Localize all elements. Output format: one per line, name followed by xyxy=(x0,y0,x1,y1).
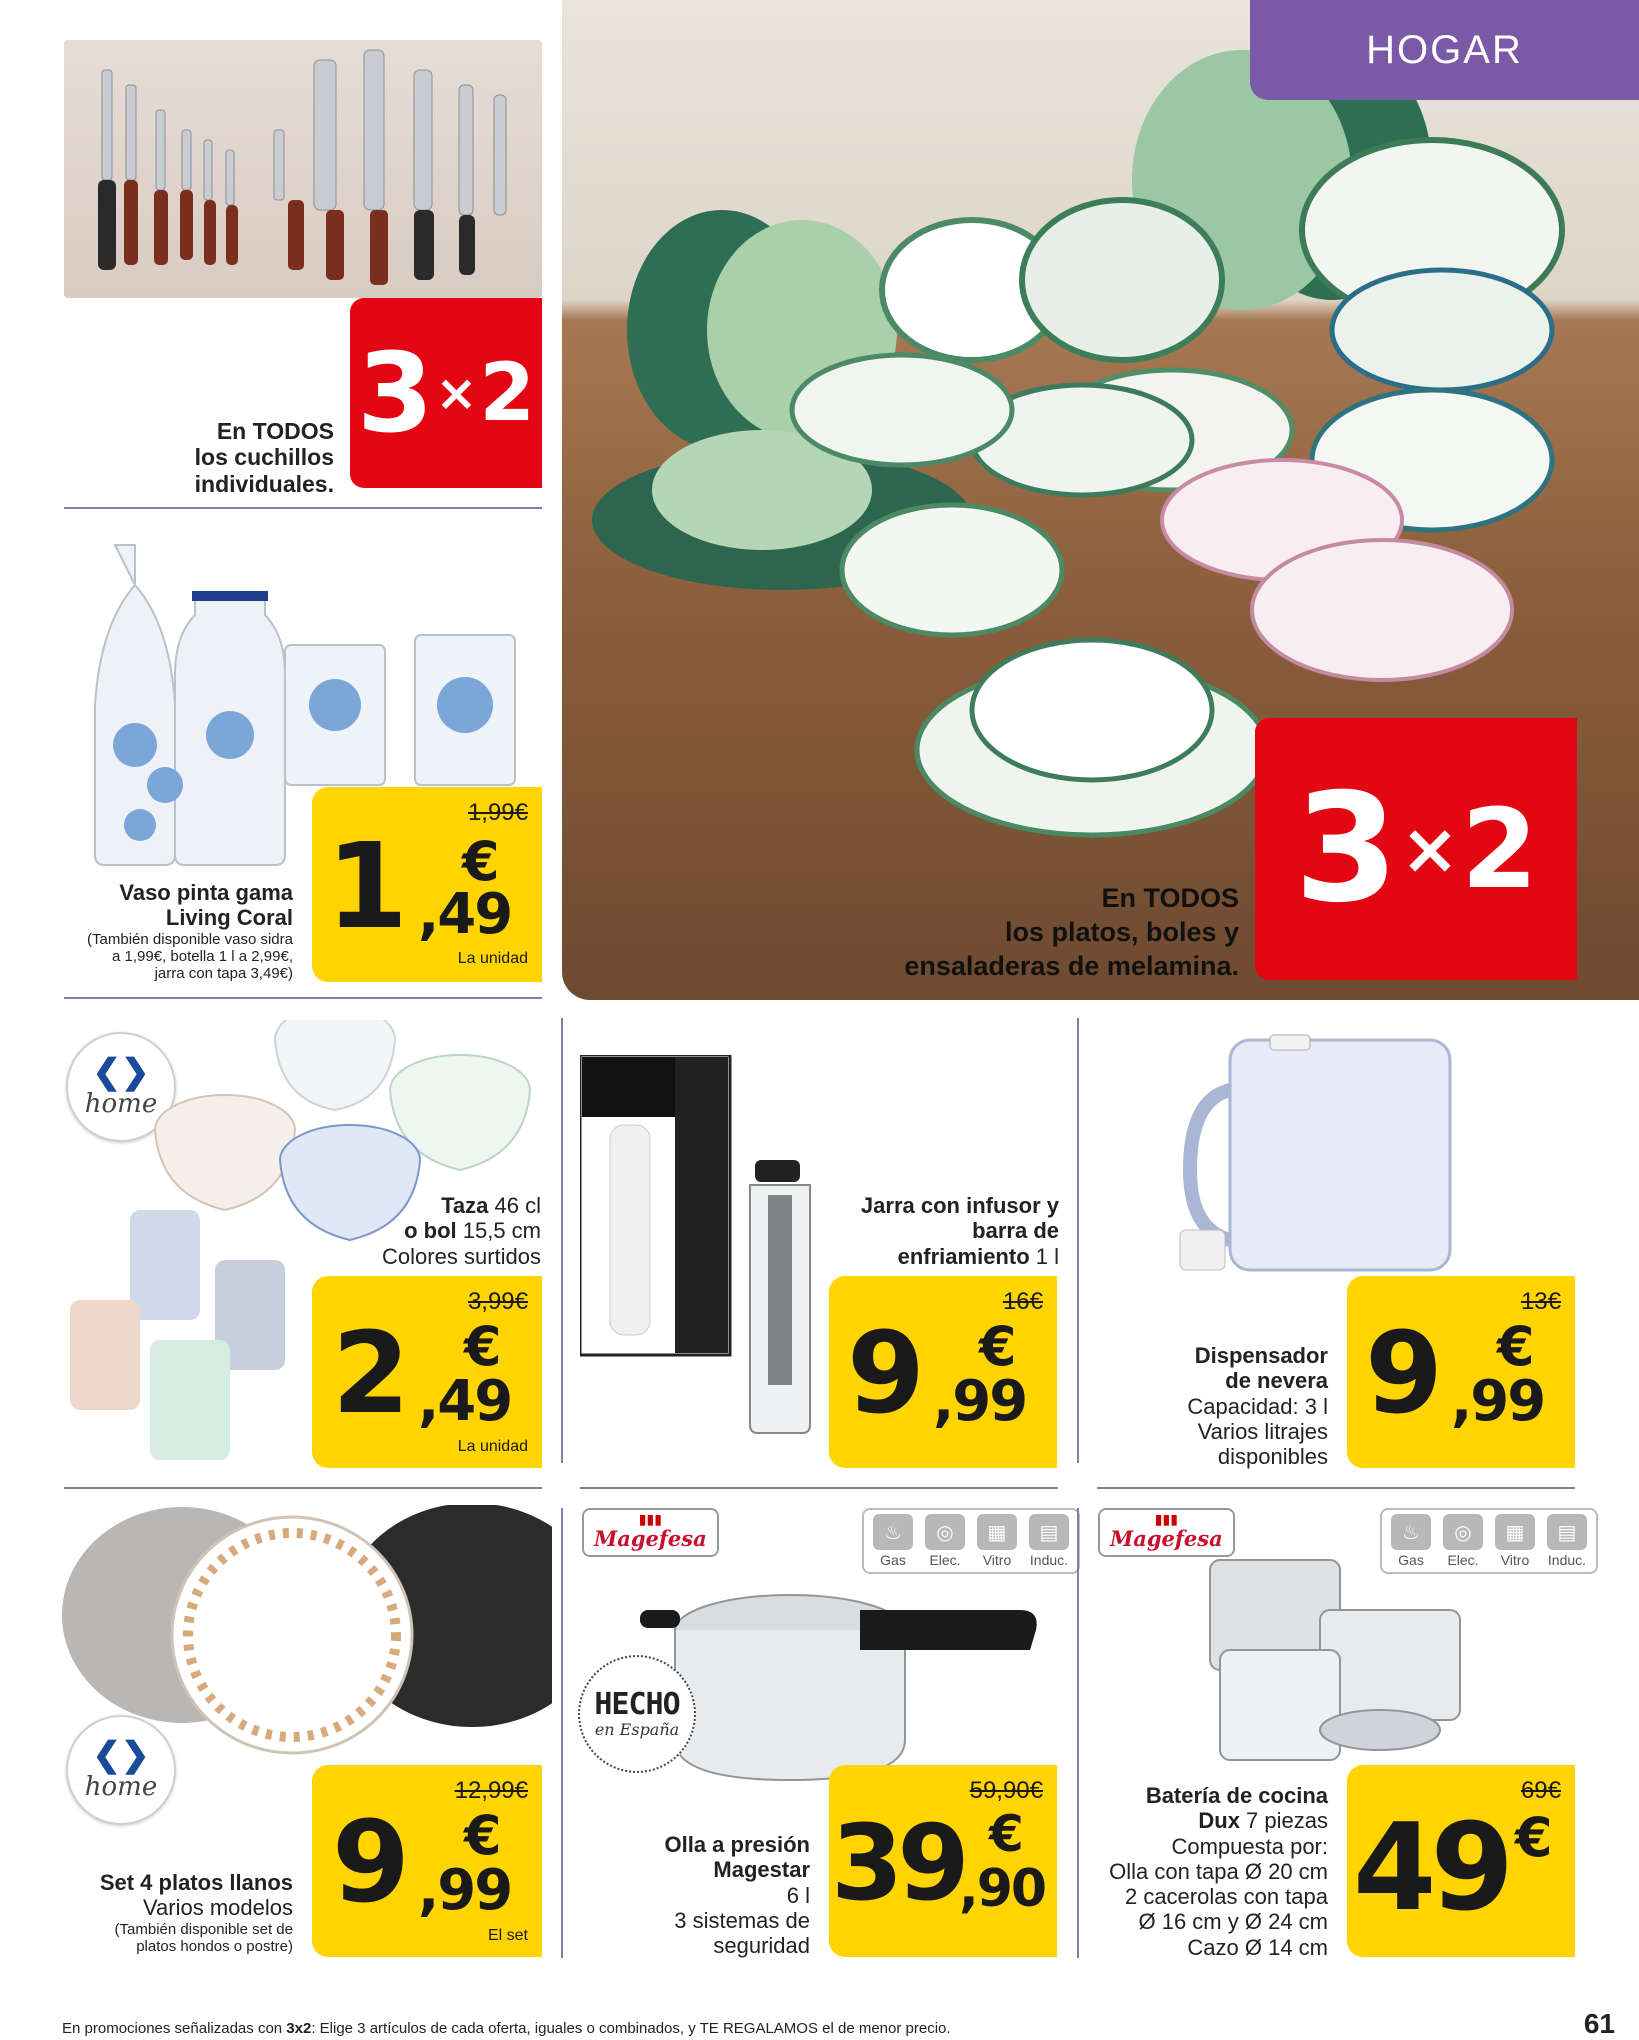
taza-price-decimals: ,49 xyxy=(418,1369,512,1434)
platos-unit-note: El set xyxy=(487,1927,528,1944)
hero-promo-times: × xyxy=(1400,808,1460,890)
divider-vertical xyxy=(1077,1018,1079,1463)
bateria-price-tag xyxy=(1347,1765,1575,1957)
hero-photo-melamine-tableware xyxy=(562,0,1639,1000)
magefesa-brand-name: Magefesa xyxy=(594,1526,707,1551)
dispensador-description xyxy=(1187,1343,1328,1469)
vaso-price-integer: 1 xyxy=(326,817,403,955)
page-number: 61 xyxy=(1583,2008,1615,2039)
divider xyxy=(1097,1487,1575,1489)
taza-price-euro-sign: € xyxy=(464,1315,502,1378)
olla-price-decimals: ,90 xyxy=(959,1859,1046,1919)
platos-price-decimals: ,99 xyxy=(418,1858,512,1923)
knives-3x2-promo-badge xyxy=(350,298,542,488)
taza-old-price: 3,99€ xyxy=(467,1288,528,1315)
jarra-price-decimals: ,99 xyxy=(933,1369,1027,1434)
knives-desc-line-1: En TODOS xyxy=(216,418,334,444)
vaso-description xyxy=(87,880,293,982)
vaso-unit-note: La unidad xyxy=(457,950,528,967)
hob-elec-label: Elec. xyxy=(1447,1552,1479,1568)
hob-vitro-label: Vitro xyxy=(982,1552,1012,1568)
bateria-cocina-photo xyxy=(1180,1540,1510,1780)
dispensador-nevera-photo xyxy=(1170,1030,1490,1300)
dispensador-capacity-line: Capacidad: 3 l xyxy=(1187,1393,1328,1419)
hob-vitro-label: Vitro xyxy=(1500,1552,1530,1568)
jarra-description xyxy=(861,1193,1059,1269)
vaso-price-tag xyxy=(312,787,542,982)
platos-price-euro-sign: € xyxy=(464,1804,502,1867)
vaso-price-decimals: ,49 xyxy=(418,882,512,947)
taza-name-bold-2: o bol xyxy=(404,1218,457,1244)
vaso-price-euro-sign: € xyxy=(462,830,500,893)
taza-colors-line: Colores surtidos xyxy=(382,1243,541,1269)
divider-vertical xyxy=(561,1508,563,1958)
olla-hob-compatibility xyxy=(862,1508,1080,1574)
vaso-name-line-1: Vaso pinta gama xyxy=(119,880,293,905)
knives-desc-line-2: los cuchillos xyxy=(194,444,334,471)
hob-gas-label: Gas xyxy=(880,1552,906,1568)
bateria-contents-line-4: Ø 16 cm y Ø 24 cm xyxy=(1138,1909,1328,1935)
hob-elec xyxy=(922,1514,968,1568)
hero-desc-line-3: ensaladeras de melamina. xyxy=(904,950,1239,981)
carrefour-logo-icon: ❮❯ xyxy=(92,1053,150,1091)
vaso-old-price: 1,99€ xyxy=(467,799,528,826)
jarra-price-tag xyxy=(829,1276,1057,1468)
platos-note-line-2: platos hondos o postre) xyxy=(136,1937,293,1955)
jarra-name-bold-3: enfriamiento xyxy=(897,1243,1030,1269)
platos-models-line: Varios modelos xyxy=(143,1895,293,1921)
olla-price-integer: 39 xyxy=(831,1802,964,1924)
platos-price-integer: 9 xyxy=(332,1798,404,1928)
hob-induc-label: Induc. xyxy=(1547,1552,1587,1568)
taza-name-bold-1: Taza xyxy=(441,1193,489,1218)
knives-promo-times: × xyxy=(435,364,478,422)
divider-vertical xyxy=(1077,1508,1079,1958)
knives-promo-description xyxy=(195,418,334,497)
dispensador-sizes-line-2: disponibles xyxy=(1217,1444,1328,1470)
bateria-name-rest-2: 7 piezas xyxy=(1239,1808,1328,1834)
jarra-old-price: 16€ xyxy=(1002,1288,1043,1315)
divider xyxy=(64,997,542,999)
taza-price-integer: 2 xyxy=(332,1309,404,1439)
olla-safety-line-1: 3 sistemas de xyxy=(674,1907,810,1933)
electric-coil-icon: ◎ xyxy=(1443,1514,1483,1550)
vaso-note-line-1: (También disponible vaso sidra xyxy=(87,930,293,948)
knives-desc-line-3: individuales. xyxy=(194,470,334,497)
platos-description xyxy=(100,1870,293,1955)
dispensador-old-price: 13€ xyxy=(1520,1288,1561,1315)
hob-gas xyxy=(870,1514,916,1568)
hero-3x2-promo-badge xyxy=(1255,718,1577,980)
promo-footnote xyxy=(62,2020,951,2037)
vaso-note-line-3: jarra con tapa 3,49€) xyxy=(154,965,293,983)
section-tab-hogar: HOGAR xyxy=(1250,0,1639,100)
hob-induc-label: Induc. xyxy=(1029,1552,1069,1568)
bateria-price-integer: 49 xyxy=(1353,1799,1508,1938)
taza-name-rest-1: 46 cl xyxy=(488,1193,541,1218)
bateria-contents-line-5: Cazo Ø 14 cm xyxy=(1187,1934,1328,1960)
magefesa-brand-name: Magefesa xyxy=(1110,1526,1223,1551)
carrefour-logo-icon: ❮❯ xyxy=(92,1736,150,1774)
divider-vertical xyxy=(561,1018,563,1463)
hero-promo-number: 3 xyxy=(1294,762,1399,936)
taza-name-rest-2: 15,5 cm xyxy=(456,1218,541,1244)
hob-vitro xyxy=(974,1514,1020,1568)
bateria-old-price: 69€ xyxy=(1520,1777,1561,1804)
hob-elec-label: Elec. xyxy=(929,1552,961,1568)
vitro-hob-icon: ▦ xyxy=(977,1514,1017,1550)
jarra-name-line-2: barra de xyxy=(972,1218,1059,1244)
hero-desc-line-2: los platos, boles y xyxy=(1004,916,1239,947)
hero-promo-number-small: 2 xyxy=(1461,785,1538,913)
home-brand-label: home xyxy=(84,1772,158,1802)
taza-unit-note: La unidad xyxy=(457,1438,528,1455)
hob-induc xyxy=(1544,1514,1590,1568)
gas-flame-icon: ♨ xyxy=(1391,1514,1431,1550)
bateria-description xyxy=(1109,1783,1328,1960)
olla-safety-line-2: seguridad xyxy=(713,1933,810,1959)
divider xyxy=(64,507,542,509)
induction-hob-icon: ▤ xyxy=(1547,1514,1587,1550)
dispensador-price-tag xyxy=(1347,1276,1575,1468)
dispensador-price-euro-sign: € xyxy=(1497,1315,1535,1378)
platos-note-line-1: (También disponible set de xyxy=(114,1920,293,1938)
olla-old-price: 59,90€ xyxy=(969,1777,1043,1804)
taza-description xyxy=(382,1193,541,1269)
induction-hob-icon: ▤ xyxy=(1029,1514,1069,1550)
hob-induc xyxy=(1026,1514,1072,1568)
home-brand-label: home xyxy=(84,1089,158,1119)
hero-desc-line-1: En TODOS xyxy=(1101,883,1239,913)
olla-price-euro-sign: € xyxy=(989,1805,1024,1863)
knives-promo-number-small: 2 xyxy=(479,346,536,439)
olla-name-line-2: Magestar xyxy=(713,1857,810,1883)
platos-name-line-1: Set 4 platos llanos xyxy=(99,1870,293,1895)
taza-price-tag xyxy=(312,1276,542,1468)
knives-promo-number: 3 xyxy=(356,329,434,457)
knives-illustration xyxy=(64,40,542,298)
jarra-infusor-photo xyxy=(580,1055,850,1435)
electric-coil-icon: ◎ xyxy=(925,1514,965,1550)
bateria-contents-line-1: Compuesta por: xyxy=(1171,1833,1328,1859)
magefesa-logo xyxy=(582,1508,719,1557)
dispensador-sizes-line-1: Varios litrajes xyxy=(1197,1418,1328,1444)
gas-flame-icon: ♨ xyxy=(873,1514,913,1550)
hero-promo-description xyxy=(904,882,1239,983)
bateria-contents-line-2: Olla con tapa Ø 20 cm xyxy=(1109,1858,1328,1884)
dispensador-name-line-1: Dispensador xyxy=(1194,1343,1328,1368)
jarra-price-euro-sign: € xyxy=(979,1315,1017,1378)
bateria-name-line-1: Batería de cocina xyxy=(1145,1783,1328,1808)
dispensador-price-decimals: ,99 xyxy=(1451,1369,1545,1434)
olla-description xyxy=(665,1832,811,1958)
magefesa-mark-icon: ▮▮▮ xyxy=(1154,1511,1178,1527)
vaso-name-line-2: Living Coral xyxy=(165,905,293,931)
platos-price-tag xyxy=(312,1765,542,1957)
carrefour-home-badge xyxy=(66,1715,176,1825)
hecho-en-espana-seal xyxy=(578,1655,696,1773)
knives-photo xyxy=(64,40,542,298)
hob-gas-label: Gas xyxy=(1398,1552,1424,1568)
jarra-name-line-1: Jarra con infusor y xyxy=(860,1193,1059,1218)
olla-capacity-line: 6 l xyxy=(786,1882,810,1908)
bateria-name-bold-2: Dux xyxy=(1198,1808,1240,1834)
dispensador-price-integer: 9 xyxy=(1365,1309,1437,1439)
hecho-seal-subtitle: en España xyxy=(594,1719,680,1739)
footnote-text-before: En promociones señalizadas con xyxy=(62,2020,287,2037)
divider xyxy=(580,1487,1058,1489)
hecho-seal-title: HECHO xyxy=(594,1686,680,1722)
vaso-note-line-2: a 1,99€, botella 1 l a 2,99€, xyxy=(112,947,293,965)
olla-price-tag xyxy=(829,1765,1057,1957)
bateria-price-euro-sign: € xyxy=(1515,1806,1553,1869)
dispensador-name-line-2: de nevera xyxy=(1225,1368,1328,1394)
vitro-hob-icon: ▦ xyxy=(1495,1514,1535,1550)
jarra-price-integer: 9 xyxy=(847,1309,919,1439)
footnote-text-after: : Elige 3 artículos de cada oferta, iguales o combinados, y TE REGALAMOS el de menor precio. xyxy=(311,2020,951,2037)
footnote-text-bold: 3x2 xyxy=(286,2020,312,2037)
platos-old-price: 12,99€ xyxy=(454,1777,528,1804)
olla-presion-photo xyxy=(640,1570,1050,1790)
jarra-name-rest-3: 1 l xyxy=(1029,1243,1059,1269)
magefesa-mark-icon: ▮▮▮ xyxy=(638,1511,662,1527)
olla-name-line-1: Olla a presión xyxy=(664,1832,810,1857)
divider xyxy=(64,1487,542,1489)
bateria-contents-line-3: 2 cacerolas con tapa xyxy=(1124,1884,1328,1910)
